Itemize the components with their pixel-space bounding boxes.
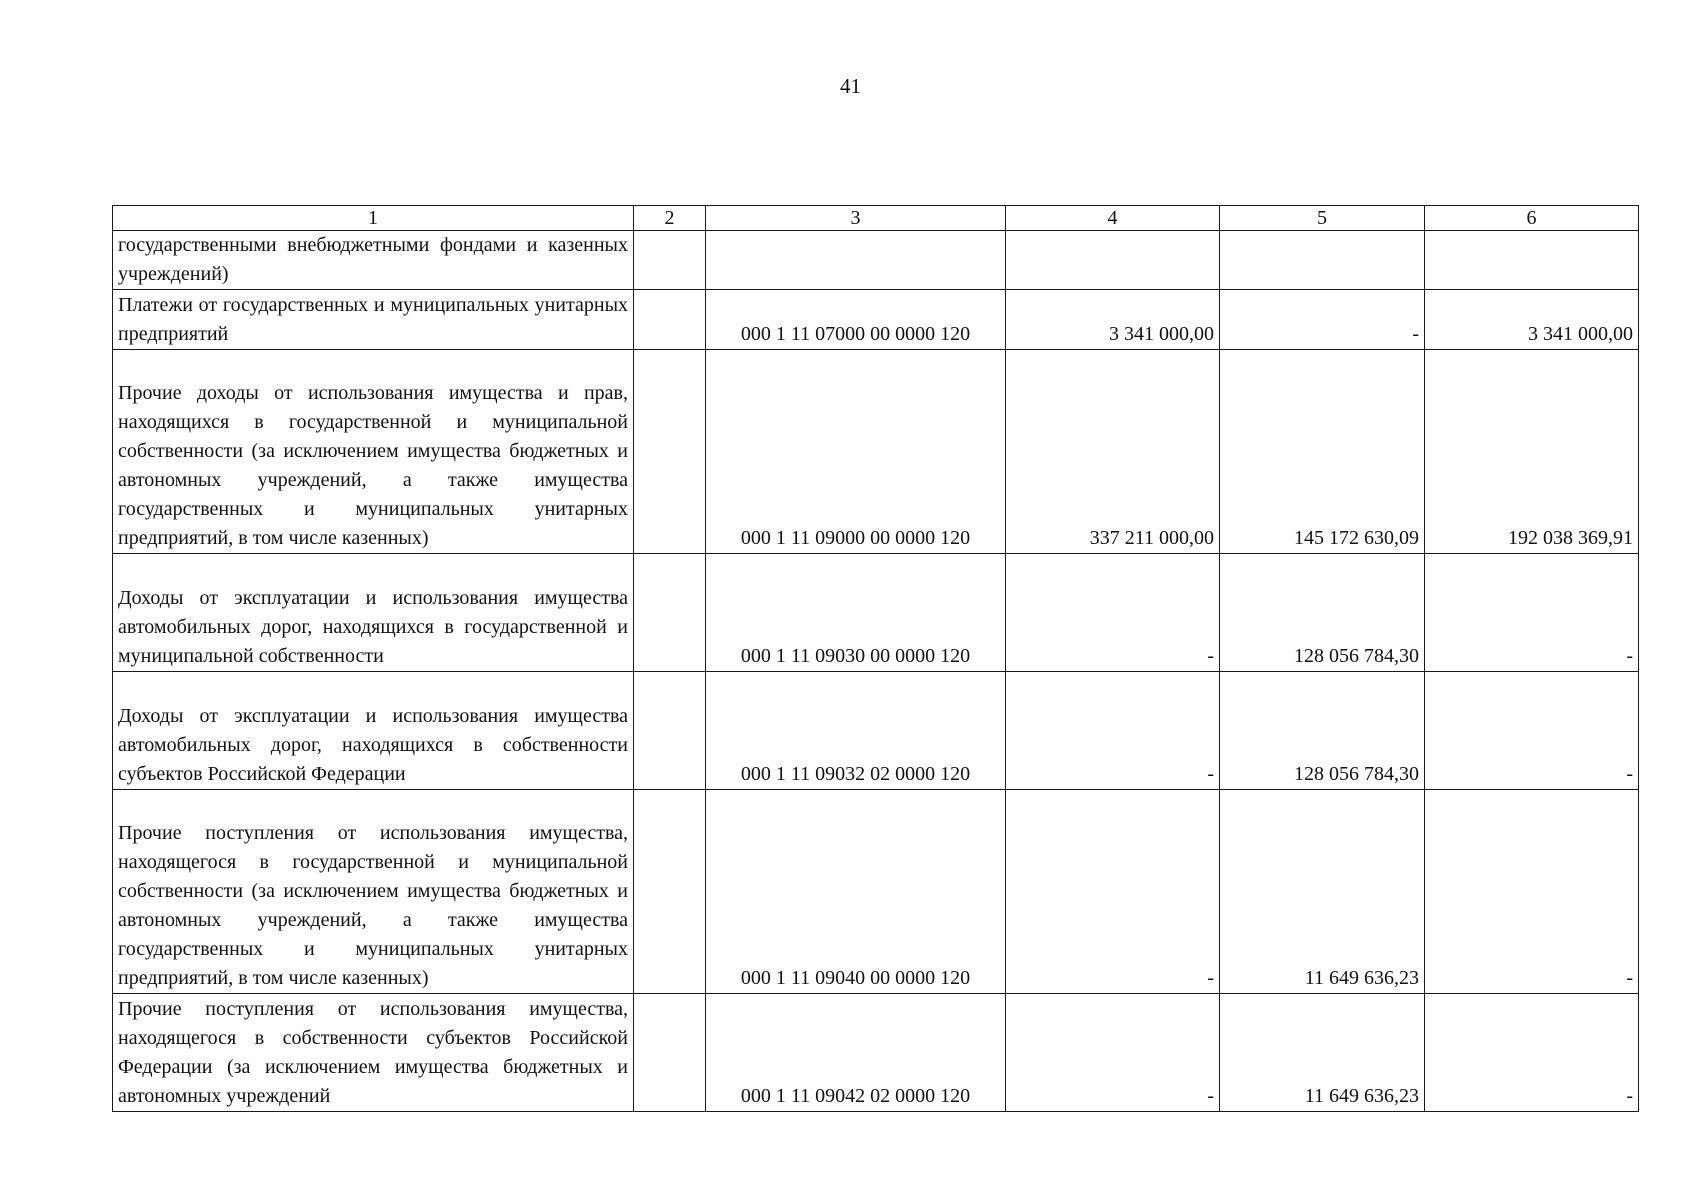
row-col4: -: [1006, 790, 1220, 994]
row-col6: -: [1425, 672, 1639, 790]
column-header: 2: [634, 206, 706, 231]
row-code: 000 1 11 09040 00 0000 120: [706, 790, 1006, 994]
table-row: [113, 231, 1639, 290]
column-header: 3: [706, 206, 1006, 231]
row-name: Прочие доходы от использования имущества и прав, находящихся в государственной и муниципальной собственности (за исключением имущества бюджетных и автономных учреждений, а также имущества государственных и муниципальных унитарных предприятий, в том числе казенных): [113, 350, 634, 554]
table-row: [113, 790, 1639, 994]
row-col6: 3 341 000,00: [1425, 290, 1639, 350]
row-code: 000 1 11 07000 00 0000 120: [706, 290, 1006, 350]
table-row: [113, 554, 1639, 672]
row-code: 000 1 11 09000 00 0000 120: [706, 350, 1006, 554]
row-code: 000 1 11 09030 00 0000 120: [706, 554, 1006, 672]
row-col4: [1006, 231, 1220, 290]
row-col5: 128 056 784,30: [1220, 672, 1425, 790]
row-col5: [1220, 231, 1425, 290]
row-col6: [1425, 231, 1639, 290]
row-col2: [634, 790, 706, 994]
table-header-row: [113, 206, 1639, 231]
row-col2: [634, 290, 706, 350]
table-row: [113, 672, 1639, 790]
row-col4: 337 211 000,00: [1006, 350, 1220, 554]
row-col5: 11 649 636,23: [1220, 790, 1425, 994]
row-name: Прочие поступления от использования имущества, находящегося в государственной и муниципальной собственности (за исключением имущества бюджетных и автономных учреждений, а также имущества государственных и муниципальных унитарных предприятий, в том числе казенных): [113, 790, 634, 994]
table-row: [113, 290, 1639, 350]
row-col2: [634, 554, 706, 672]
row-name: Доходы от эксплуатации и использования имущества автомобильных дорог, находящихся в собственности субъектов Российской Федерации: [113, 672, 634, 790]
row-col6: -: [1425, 994, 1639, 1112]
page-number: 41: [840, 74, 861, 98]
row-col6: -: [1425, 790, 1639, 994]
row-col5: 145 172 630,09: [1220, 350, 1425, 554]
row-name: государственными внебюджетными фондами и казенных учреждений): [113, 231, 634, 290]
row-col5: 128 056 784,30: [1220, 554, 1425, 672]
row-col2: [634, 350, 706, 554]
table-row: [113, 350, 1639, 554]
row-code: [706, 231, 1006, 290]
row-col5: 11 649 636,23: [1220, 994, 1425, 1112]
row-col4: -: [1006, 994, 1220, 1112]
row-col6: 192 038 369,91: [1425, 350, 1639, 554]
row-col2: [634, 994, 706, 1112]
row-name: Платежи от государственных и муниципальных унитарных предприятий: [113, 290, 634, 350]
row-col4: -: [1006, 554, 1220, 672]
row-col6: -: [1425, 554, 1639, 672]
column-header: 4: [1006, 206, 1220, 231]
row-col4: 3 341 000,00: [1006, 290, 1220, 350]
row-name: Доходы от эксплуатации и использования имущества автомобильных дорог, находящихся в государственной и муниципальной собственности: [113, 554, 634, 672]
row-col2: [634, 672, 706, 790]
row-col2: [634, 231, 706, 290]
column-header: 5: [1220, 206, 1425, 231]
column-header: 1: [113, 206, 634, 231]
row-col4: -: [1006, 672, 1220, 790]
table-row: [113, 994, 1639, 1112]
row-col5: -: [1220, 290, 1425, 350]
revenue-table: [112, 205, 1639, 1112]
row-name: Прочие поступления от использования имущества, находящегося в собственности субъектов Российской Федерации (за исключением имущества бюджетных и автономных учреждений: [113, 994, 634, 1112]
row-code: 000 1 11 09042 02 0000 120: [706, 994, 1006, 1112]
column-header: 6: [1425, 206, 1639, 231]
row-code: 000 1 11 09032 02 0000 120: [706, 672, 1006, 790]
